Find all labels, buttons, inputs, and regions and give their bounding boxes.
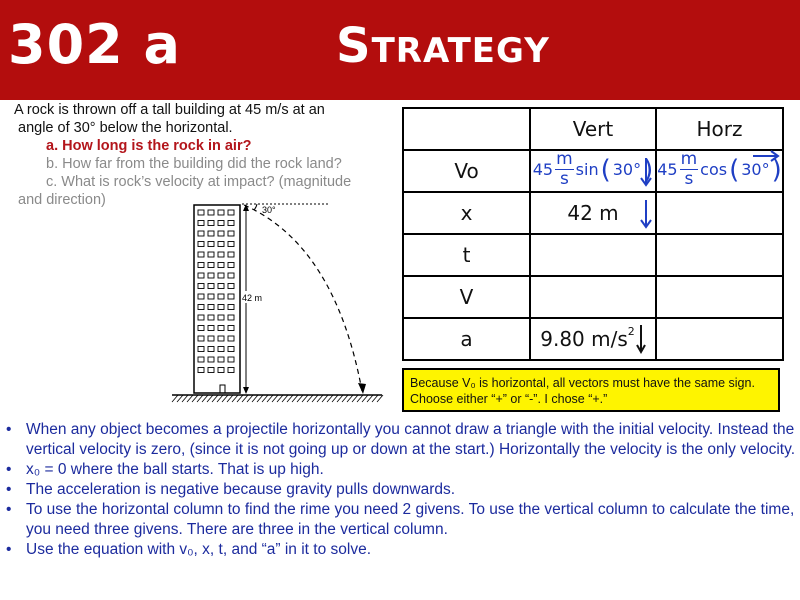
table-row-a [403, 318, 783, 360]
table-header-vert: Vert [530, 108, 656, 150]
bullet-item: • The acceleration is negative because gravity pulls downwards. [26, 480, 796, 500]
vo-horz-magnitude: 45 [657, 160, 678, 179]
question-c-continued: and direction) [18, 192, 106, 208]
question-b: b. How far from the building did the rock land? [46, 156, 342, 172]
vo-vert-angle: 30° [612, 160, 642, 179]
table-row-t [403, 234, 783, 276]
bullet-item: • Use the equation with v₀, x, t, and “a” in it to solve. [26, 540, 796, 560]
cell-x-vert [530, 192, 656, 234]
table-header-horz: Horz [656, 108, 783, 150]
cell-a-horz [656, 318, 783, 360]
question-c: c. What is rock’s velocity at impact? (magnitude [46, 174, 352, 190]
cell-vo-vert [530, 150, 656, 192]
cell-x-horz [656, 192, 783, 234]
strategy-table [402, 107, 784, 361]
cell-v-vert [530, 276, 656, 318]
bullet-item: • To use the horizontal column to find the rime you need 2 givens. To use the vertical column to calculate the time, you need three givens. There are three in the vertical column. [26, 500, 796, 540]
ground-hatching [172, 395, 383, 402]
table-header-row [403, 108, 783, 150]
slide-number: 302 a [8, 13, 181, 76]
slide-title: Strategy [336, 18, 550, 74]
table-header-empty [403, 108, 530, 150]
row-label-x: x [403, 192, 530, 234]
a-vert-exponent: 2 [627, 325, 635, 338]
row-label-v: V [403, 276, 530, 318]
explanation-bullets [0, 420, 796, 560]
vo-vert-units: $\frac{m}{s}$ [556, 149, 573, 189]
vo-vert-magnitude: 45 [532, 160, 554, 179]
cell-v-horz [656, 276, 783, 318]
arrow-down-icon [639, 199, 653, 229]
problem-statement [14, 101, 394, 209]
vo-horz-angle: 30° [741, 160, 770, 179]
row-label-vo: Vo [403, 150, 530, 192]
sign-convention-note: Because V₀ is horizontal, all vectors must have the same sign. Choose either “+” or “-”. I chose “+.” [402, 368, 780, 412]
cell-a-vert [530, 318, 656, 360]
cell-t-vert [530, 234, 656, 276]
bullet-item: • When any object becomes a projectile horizontally you cannot draw a triangle with the initial velocity. Instead the vertical velocity is zero, (since it is not going up or down at the start.) Horizontally the velocity is the only velocity. [26, 420, 796, 460]
row-label-a: a [403, 318, 530, 360]
problem-line-2: angle of 30° below the horizontal. [18, 120, 233, 136]
arrow-right-icon [752, 150, 780, 162]
table-row-vo [403, 150, 783, 192]
cell-t-horz [656, 234, 783, 276]
angle-arc [254, 204, 257, 210]
vo-vert-function: sin [575, 160, 599, 179]
bullet-item: • x₀ = 0 where the ball starts. That is up high. [26, 460, 796, 480]
vo-vert-expression: 45 $\frac{m}{s}$ sin ( 30° ) [532, 149, 654, 189]
trajectory-arrowhead [358, 383, 366, 394]
title-banner [0, 0, 800, 100]
vo-horz-function: cos [700, 160, 728, 179]
height-label: 42 m [242, 293, 263, 303]
x-vert-value: 42 m [567, 201, 619, 225]
building-diagram [170, 195, 390, 415]
vo-horz-units: $\frac{m}{s}$ [680, 149, 698, 189]
vo-horz-expression: 45 $\frac{m}{s}$ cos ( 30° ) [657, 149, 782, 189]
table-row-v [403, 276, 783, 318]
angle-label: 30° [262, 205, 276, 215]
height-arrow-bottom [243, 387, 249, 394]
cell-vo-horz [656, 150, 783, 192]
table-row-x [403, 192, 783, 234]
a-vert-value: 9.80 m/s [540, 327, 628, 351]
row-label-t: t [403, 234, 530, 276]
question-a: a. How long is the rock in air? [46, 138, 252, 154]
arrow-down-icon [636, 324, 646, 354]
arrow-down-icon [639, 157, 653, 187]
problem-line-1: A rock is thrown off a tall building at 45 m/s at an [14, 102, 325, 118]
